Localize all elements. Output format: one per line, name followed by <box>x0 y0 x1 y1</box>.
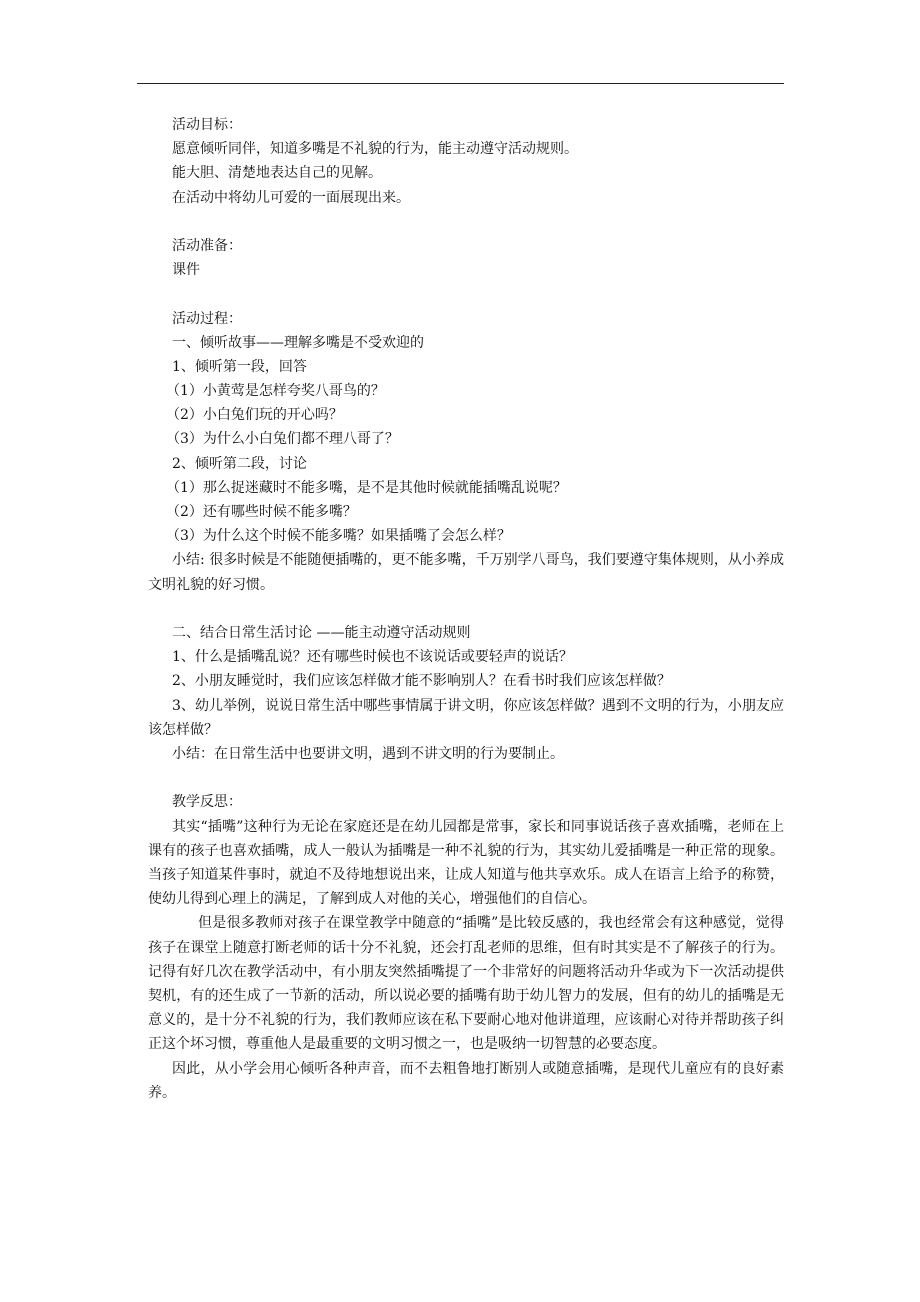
question-item: （2）还有哪些时候不能多嘴？ <box>166 504 357 520</box>
spacer <box>172 282 784 306</box>
part2-item: 2、小朋友睡觉时，我们应该怎样做才能不影响别人？在看书时我们应该怎样做？ <box>172 673 671 690</box>
question-item: （3）为什么这个时候不能多嘴？如果插嘴了会怎么样？ <box>166 528 511 545</box>
question-item: （1）小黄莺是怎样夸奖八哥鸟的？ <box>166 383 385 400</box>
reflection-paragraph: 其实“插嘴”这种行为无论在家庭还是在幼儿园都是常事，家长和同事说话孩子喜欢插嘴，老师在上课有的孩子也喜欢插嘴，成人一般认为插嘴是一种不礼貌的行为，其实幼儿爱插嘴是一种正常的现象。当孩子知道某件事时，就迫不及待地想说出来，让成人知道与他共享欢乐。成人在语言上给予的称赞，使幼儿得到心理上的满足，了解到成人对他的关心，增强他们的自信心。 <box>148 818 784 908</box>
question-item: （3）为什么小白兔们都不理八哥了？ <box>166 431 399 448</box>
spacer <box>172 210 784 234</box>
goal-item: 能大胆、清楚地表达自己的见解。 <box>172 165 382 182</box>
document-body <box>148 113 784 1105</box>
step1-title: 1、倾听第一段，回答 <box>172 358 307 375</box>
goal-item: 在活动中将幼儿可爱的一面展现出来。 <box>172 189 410 206</box>
reflection-paragraph: 因此，从小学会用心倾听各种声音，而不去粗鲁地打断别人或随意插嘴，是现代儿童应有的良好素养。 <box>148 1060 784 1101</box>
part2-title: 二、结合日常生活讨论 ——能主动遵守活动规则 <box>172 624 471 641</box>
header-rule <box>137 83 784 84</box>
part1-summary: 小结: 很多时候是不能随便插嘴的，更不能多嘴，千万别学八哥鸟，我们要遵守集体规则，从小养成文明礼貌的好习惯。 <box>148 552 784 593</box>
step2-title: 2、倾听第二段，讨论 <box>172 455 307 472</box>
question-item: （1）那么捉迷藏时不能多嘴，是不是其他时候就能插嘴乱说呢？ <box>166 479 567 496</box>
process-heading: 活动过程： <box>172 310 242 327</box>
goal-item: 愿意倾听同伴，知道多嘴是不礼貌的行为，能主动遵守活动规则。 <box>172 141 578 158</box>
spacer <box>172 766 784 790</box>
part2-item: 1、什么是插嘴乱说？还有哪些时候也不该说话或要轻声的说话？ <box>172 649 573 666</box>
reflection-paragraph: 但是很多教师对孩子在课堂教学中随意的“插嘴”是比较反感的，我也经常会有这种感觉，觉得孩子在课堂上随意打断老师的话十分不礼貌，还会打乱老师的思维，但有时其实是不了解孩子的行为。记得有好几次在教学活动中，有小朋友突然插嘴提了一个非常好的问题将活动升华或为下一次活动提供契机，有的还生成了一节新的活动，所以说必要的插嘴有助于幼儿智力的发展，但有的幼儿的插嘴是无意义的，是十分不礼貌的行为，我们教师应该在私下要耐心地对他讲道理，应该耐心对待并帮助孩子纠正这个坏习惯，尊重他人是最重要的文明习惯之一，也是吸纳一切智慧的必要态度。 <box>148 915 784 1053</box>
question-item: （2）小白兔们玩的开心吗？ <box>166 407 343 424</box>
part1-title: 一、倾听故事——理解多嘴是不受欢迎的 <box>172 334 424 351</box>
part2-item: 3、幼儿举例，说说日常生活中哪些事情属于讲文明，你应该怎样做？遇到不文明的行为，小朋友应该怎样做？ <box>148 697 784 738</box>
spacer <box>172 597 784 621</box>
goals-heading: 活动目标： <box>172 117 242 133</box>
part2-summary: 小结：在日常生活中也要讲文明，遇到不讲文明的行为要制止。 <box>172 745 564 762</box>
prep-content: 课件 <box>172 262 200 279</box>
reflection-heading: 教学反思： <box>172 794 242 811</box>
prep-heading: 活动准备： <box>172 237 242 254</box>
